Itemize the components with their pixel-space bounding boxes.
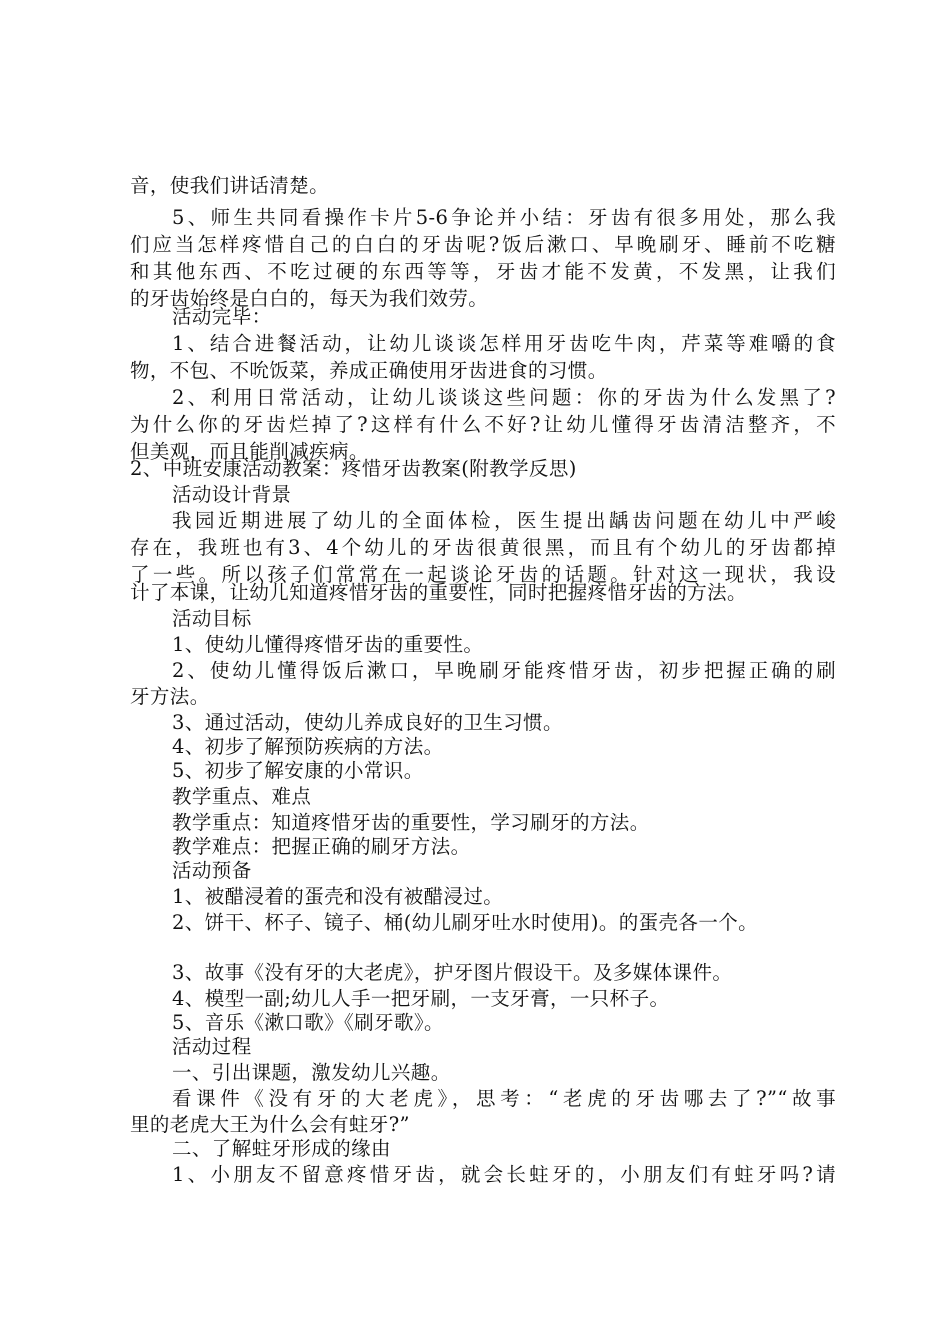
text-line: 1、使幼儿懂得疼惜牙齿的重要性。	[172, 633, 484, 656]
section-heading: 二、了解蛀牙形成的缘由	[172, 1137, 391, 1160]
text-line: 了一些。所以孩子们常常在一起谈论牙齿的话题。针对这一现状，我设	[130, 563, 836, 586]
text-line: 里的老虎大王为什么会有蛀牙?”	[130, 1113, 410, 1136]
document-section-title: 2、中班安康活动教案：疼惜牙齿教案(附教学反思)	[130, 457, 577, 480]
text-line: 1、被醋浸着的蛋壳和没有被醋浸过。	[172, 885, 504, 908]
text-line: 物，不包、不吮饭菜，养成正确使用牙齿进食的习惯。	[130, 359, 608, 382]
text-line: 2、饼干、杯子、镜子、桶(幼儿刷牙吐水时使用)。的蛋壳各一个。	[172, 911, 759, 934]
text-line: 存在，我班也有3、4个幼儿的牙齿很黄很黑，而且有个幼儿的牙齿都掉	[130, 536, 836, 559]
text-line: 和其他东西、不吃过硬的东西等等，牙齿才能不发黄，不发黑，让我们	[130, 260, 836, 283]
text-line: 教学重点：知道疼惜牙齿的重要性，学习刷牙的方法。	[172, 811, 650, 834]
text-line: 3、故事《没有牙的大老虎》，护牙图片假设干。及多媒体课件。	[172, 961, 733, 984]
text-line: 1、结合进餐活动，让幼儿谈谈怎样用牙齿吃牛肉，芹菜等难嚼的食	[172, 332, 836, 355]
text-line: 音，使我们讲话清楚。	[130, 174, 330, 197]
section-heading: 活动完毕：	[172, 305, 272, 328]
text-line: 教学难点：把握正确的刷牙方法。	[172, 835, 471, 858]
text-line: 计了本课，让幼儿知道疼惜牙齿的重要性，同时把握疼惜牙齿的方法。	[130, 581, 747, 604]
text-line: 一、引出课题，激发幼儿兴趣。	[172, 1061, 451, 1084]
text-line: 们应当怎样疼惜自己的白白的牙齿呢?饭后漱口、早晚刷牙、睡前不吃糖	[130, 233, 836, 256]
text-line: 5、音乐《漱口歌》《刷牙歌》。	[172, 1011, 444, 1034]
section-heading: 活动目标	[172, 607, 252, 630]
text-line: 的牙齿始终是白白的，每天为我们效劳。	[130, 287, 489, 310]
text-line: 1、小朋友不留意疼惜牙齿，就会长蛀牙的，小朋友们有蛀牙吗?请	[172, 1163, 836, 1186]
section-heading: 活动过程	[172, 1035, 252, 1058]
text-line: 但美观，而且能削减疾病。	[130, 440, 369, 463]
text-line: 3、通过活动，使幼儿养成良好的卫生习惯。	[172, 711, 563, 734]
text-line: 5、师生共同看操作卡片5-6争论并小结：牙齿有很多用处，那么我	[172, 206, 836, 229]
text-line: 5、初步了解安康的小常识。	[172, 759, 424, 782]
text-line: 为什么你的牙齿烂掉了?这样有什么不好?让幼儿懂得牙齿清洁整齐，不	[130, 413, 836, 436]
text-line: 4、初步了解预防疾病的方法。	[172, 735, 444, 758]
text-line: 2、使幼儿懂得饭后漱口，早晚刷牙能疼惜牙齿，初步把握正确的刷	[172, 659, 836, 682]
text-line: 2、利用日常活动，让幼儿谈谈这些问题：你的牙齿为什么发黑了?	[172, 386, 836, 409]
text-line: 牙方法。	[130, 685, 210, 708]
text-line: 看课件《没有牙的大老虎》，思考：“老虎的牙齿哪去了?”“故事	[172, 1087, 836, 1110]
section-heading: 教学重点、难点	[172, 785, 312, 808]
text-line: 我园近期进展了幼儿的全面体检，医生提出龋齿问题在幼儿中严峻	[172, 509, 836, 532]
section-heading: 活动预备	[172, 859, 252, 882]
text-line: 4、模型一副;幼儿人手一把牙刷，一支牙膏，一只杯子。	[172, 987, 670, 1010]
section-heading: 活动设计背景	[172, 483, 292, 506]
